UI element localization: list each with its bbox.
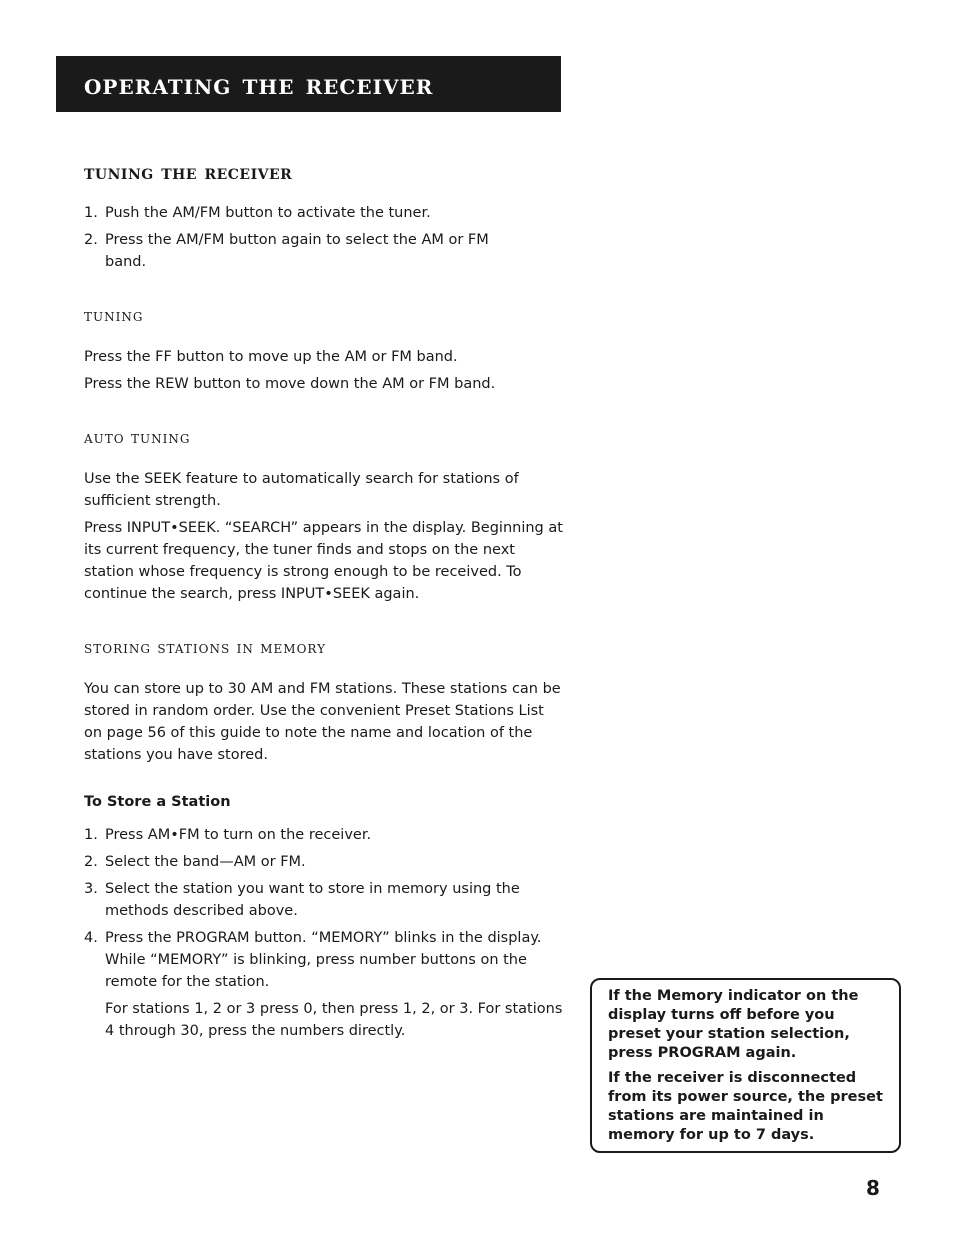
list-item — [84, 851, 564, 873]
step-text: Select the station you want to store in memory using the methods described above. — [105, 881, 520, 919]
section-heading-tuning: tuning — [84, 306, 144, 326]
step-text: Press the AM/FM button again to select the AM or FM band. — [105, 232, 489, 270]
store-station-steps — [84, 824, 564, 1047]
tuning-paragraph-ff: Press the FF button to move up the AM or FM band. — [84, 349, 458, 365]
storing-paragraph: You can store up to 30 AM and FM stations. These stations can be stored in random order. Use the convenient Preset Stations List on page 56 of this guide to note the name and location of the stations you have stored. — [84, 681, 561, 763]
note-paragraph-power: If the receiver is disconnected from its power source, the preset stations are maintained in memory for up to 7 days. — [608, 1070, 883, 1143]
step-extra-text: For stations 1, 2 or 3 press 0, then press 1, 2, or 3. For stations 4 through 30, press the numbers directly. — [105, 1001, 563, 1039]
banner-title: operating the receiver — [84, 67, 434, 101]
auto-tuning-paragraph-seek: Use the SEEK feature to automatically search for stations of sufficient strength. — [84, 471, 519, 509]
step-text: Press the PROGRAM button. “MEMORY” blinks in the display. While “MEMORY” is blinking, press number buttons on the remote for the station. — [105, 930, 542, 990]
step-number: 2. — [84, 232, 98, 248]
list-item — [84, 878, 564, 922]
tuning-paragraph-rew: Press the REW button to move down the AM or FM band. — [84, 376, 496, 392]
list-item — [84, 927, 564, 1042]
subheading-to-store: To Store a Station — [84, 794, 231, 810]
step-number: 1. — [84, 205, 98, 221]
note-box — [590, 978, 901, 1153]
list-item — [84, 824, 564, 846]
section-heading-tuning-receiver: tuning the receiver — [84, 160, 293, 184]
section-heading-auto-tuning: auto tuning — [84, 428, 191, 448]
step-number: 4. — [84, 930, 98, 946]
step-number: 3. — [84, 881, 98, 897]
step-text: Select the band—AM or FM. — [105, 854, 306, 870]
page-number: 8 — [866, 1176, 880, 1200]
tuning-receiver-steps — [84, 202, 564, 278]
step-number: 2. — [84, 854, 98, 870]
page-banner — [56, 56, 561, 112]
step-text: Press AM•FM to turn on the receiver. — [105, 827, 372, 843]
step-number: 1. — [84, 827, 98, 843]
note-paragraph-memory: If the Memory indicator on the display turns off before you preset your station selection, press PROGRAM again. — [608, 988, 859, 1061]
list-item — [84, 202, 564, 224]
list-item — [84, 229, 564, 273]
step-text: Push the AM/FM button to activate the tuner. — [105, 205, 431, 221]
section-heading-storing: storing stations in memory — [84, 638, 327, 658]
step-body — [105, 927, 564, 1042]
auto-tuning-paragraph-search: Press INPUT•SEEK. “SEARCH” appears in the display. Beginning at its current frequency, the tuner finds and stops on the next station whose frequency is strong enough to be received. To continue the search, press INPUT•SEEK again. — [84, 520, 563, 602]
